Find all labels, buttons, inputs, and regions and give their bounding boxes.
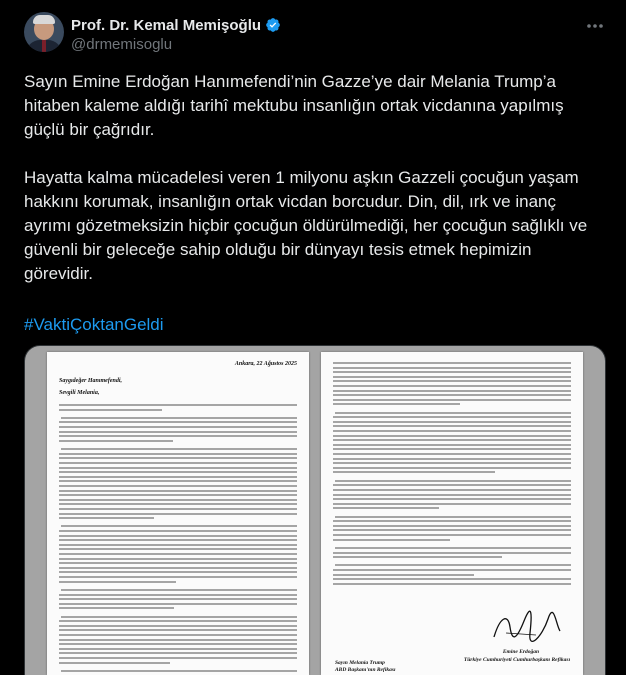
letter-text-line bbox=[333, 539, 450, 541]
letter-text-line bbox=[59, 594, 297, 596]
letter-text-line bbox=[59, 598, 297, 600]
letter-text-line bbox=[333, 525, 571, 527]
letter-text-line bbox=[333, 534, 571, 536]
letter-salutation-2: Sevgili Melania, bbox=[59, 390, 100, 396]
letter-text-line bbox=[59, 457, 297, 459]
letter-text-line bbox=[61, 616, 297, 618]
letter-text-line bbox=[59, 471, 297, 473]
avatar[interactable] bbox=[24, 12, 64, 52]
letter-text-line bbox=[59, 571, 297, 573]
letter-text-line bbox=[59, 648, 297, 650]
letter-text-line bbox=[59, 581, 176, 583]
letter-text-line bbox=[335, 412, 571, 414]
letter-text-line bbox=[59, 421, 297, 423]
letter-text-line bbox=[59, 530, 297, 532]
letter-text-line bbox=[333, 458, 571, 460]
letter-text-line bbox=[59, 513, 297, 515]
letter-text-line bbox=[59, 629, 297, 631]
letter-text-line bbox=[59, 485, 297, 487]
letter-text-line bbox=[59, 662, 170, 664]
letter-text-line bbox=[333, 489, 571, 491]
letter-text-line bbox=[59, 576, 297, 578]
letter-text-line bbox=[333, 425, 571, 427]
letter-text-line bbox=[59, 467, 297, 469]
letter-text-line bbox=[59, 431, 297, 433]
letter-text-line bbox=[333, 578, 571, 580]
letter-text-line bbox=[59, 567, 297, 569]
letter-text-line bbox=[335, 547, 571, 549]
letter-text-line bbox=[59, 607, 174, 609]
letter-page-1 bbox=[47, 352, 309, 675]
letter-text-line bbox=[333, 376, 571, 378]
letter-page-2 bbox=[321, 352, 583, 675]
letter-text-line bbox=[333, 484, 571, 486]
letter-text-line bbox=[59, 657, 297, 659]
letter-text-line bbox=[333, 569, 571, 571]
letter-text-line bbox=[61, 448, 297, 450]
letter-image[interactable] bbox=[24, 345, 606, 675]
letter-text-line bbox=[333, 444, 571, 446]
letter-text-line bbox=[59, 480, 297, 482]
letter-text-line bbox=[333, 439, 571, 441]
tweet-paragraph-2: Hayatta kalma mücadelesi veren 1 milyonu aşkın Gazzeli çocuğun yaşam hakkını korumak, insanlığın ortak vicdan borcudur. Din, dil, ırk ve inanç ayrımı gözetmeksizin hiçbir çocuğun öldürülmediği, her çocuğun sağlıklı ve güvenli bir geleceğe sahip olduğu bir dünyayı tesis etmek hepimizin görevidir. bbox=[24, 168, 588, 283]
author-handle[interactable]: @drmemisoglu bbox=[71, 36, 173, 53]
letter-text-line bbox=[333, 503, 571, 505]
letter-text-line bbox=[333, 453, 571, 455]
author-name-row bbox=[71, 15, 281, 35]
letter-text-line bbox=[61, 525, 297, 527]
letter-text-line bbox=[333, 467, 571, 469]
letter-text-line bbox=[61, 589, 297, 591]
letter-text-line bbox=[333, 507, 439, 509]
letter-text-line bbox=[333, 552, 571, 554]
letter-text-line bbox=[59, 603, 297, 605]
verified-badge-icon bbox=[265, 17, 281, 33]
letter-text-line bbox=[59, 462, 297, 464]
signature-image bbox=[486, 607, 566, 647]
letter-text-line bbox=[333, 435, 571, 437]
letter-text-line bbox=[333, 394, 571, 396]
letter-text-line bbox=[59, 548, 297, 550]
letter-text-line bbox=[59, 562, 297, 564]
letter-text-line bbox=[335, 516, 571, 518]
letter-text-line bbox=[59, 539, 297, 541]
letter-text-line bbox=[61, 417, 297, 419]
letter-text-line bbox=[59, 453, 297, 455]
letter-text-line bbox=[59, 499, 297, 501]
author-name[interactable]: Prof. Dr. Kemal Memişoğlu bbox=[71, 16, 262, 34]
letter-text-line bbox=[59, 634, 297, 636]
letter-text-line bbox=[59, 508, 297, 510]
letter-text-line bbox=[59, 625, 297, 627]
tweet-paragraph-1: Sayın Emine Erdoğan Hanımefendi’nin Gazze’ye dair Melania Trump’a hitaben kaleme aldığı tarihî mektubu insanlığın ortak vicdanına yapılmış güçlü bir çağrıdır. bbox=[24, 72, 564, 139]
letter-text-line bbox=[59, 643, 297, 645]
letter-text-line bbox=[333, 498, 571, 500]
letter-text-line bbox=[333, 430, 571, 432]
letter-text-line bbox=[333, 380, 571, 382]
letter-text-line bbox=[333, 462, 571, 464]
letter-text-line bbox=[59, 535, 297, 537]
sender-name: Emine Erdoğan bbox=[502, 649, 540, 655]
tweet-header bbox=[16, 8, 610, 58]
letter-text-line bbox=[59, 476, 297, 478]
letter-text-line bbox=[333, 583, 571, 585]
letter-text-line bbox=[59, 404, 297, 406]
letter-text-line bbox=[59, 620, 297, 622]
recipient-name: Sayın Melania Trump bbox=[335, 660, 385, 666]
letter-text-line bbox=[333, 399, 571, 401]
letter-text-line bbox=[59, 558, 297, 560]
letter-text-line bbox=[335, 480, 571, 482]
letter-text-line bbox=[59, 435, 297, 437]
letter-text-line bbox=[333, 416, 571, 418]
letter-text-line bbox=[59, 517, 154, 519]
sender-title: Türkiye Cumhuriyeti Cumhurbaşkanı Refikası bbox=[463, 657, 571, 663]
letter-text-line bbox=[59, 544, 297, 546]
letter-text-line bbox=[59, 426, 297, 428]
letter-text-line bbox=[333, 371, 571, 373]
letter-text-line bbox=[59, 409, 162, 411]
letter-text-line bbox=[333, 421, 571, 423]
letter-text-line bbox=[335, 564, 571, 566]
letter-text-line bbox=[61, 670, 297, 672]
letter-text-line bbox=[59, 553, 297, 555]
letter-text-line bbox=[333, 448, 571, 450]
recipient-title: ABD Başkanı'nın Refikası bbox=[335, 667, 396, 673]
letter-text-line bbox=[59, 440, 173, 442]
letter-text-line bbox=[59, 503, 297, 505]
letter-text-line bbox=[333, 574, 474, 576]
letter-text-line bbox=[333, 362, 571, 364]
more-options-icon[interactable] bbox=[584, 16, 606, 36]
letter-text-line bbox=[333, 520, 571, 522]
letter-text-line bbox=[333, 471, 495, 473]
letter-text-line bbox=[333, 403, 460, 405]
letter-text-line bbox=[333, 367, 571, 369]
letter-text-line bbox=[333, 556, 502, 558]
letter-text-line bbox=[59, 490, 297, 492]
letter-text-line bbox=[333, 390, 571, 392]
letter-text-line bbox=[59, 652, 297, 654]
tweet-text bbox=[24, 70, 604, 310]
letter-text-line bbox=[333, 385, 571, 387]
letter-text-line bbox=[333, 494, 571, 496]
letter-salutation-1: Saygıdeğer Hanımefendi, bbox=[59, 378, 122, 384]
letter-text-line bbox=[333, 529, 571, 531]
letter-date: Ankara, 22 Ağustos 2025 bbox=[234, 361, 297, 367]
hashtag-link[interactable]: #VaktiÇoktanGeldi bbox=[24, 315, 164, 334]
letter-text-line bbox=[59, 639, 297, 641]
letter-text-line bbox=[59, 494, 297, 496]
